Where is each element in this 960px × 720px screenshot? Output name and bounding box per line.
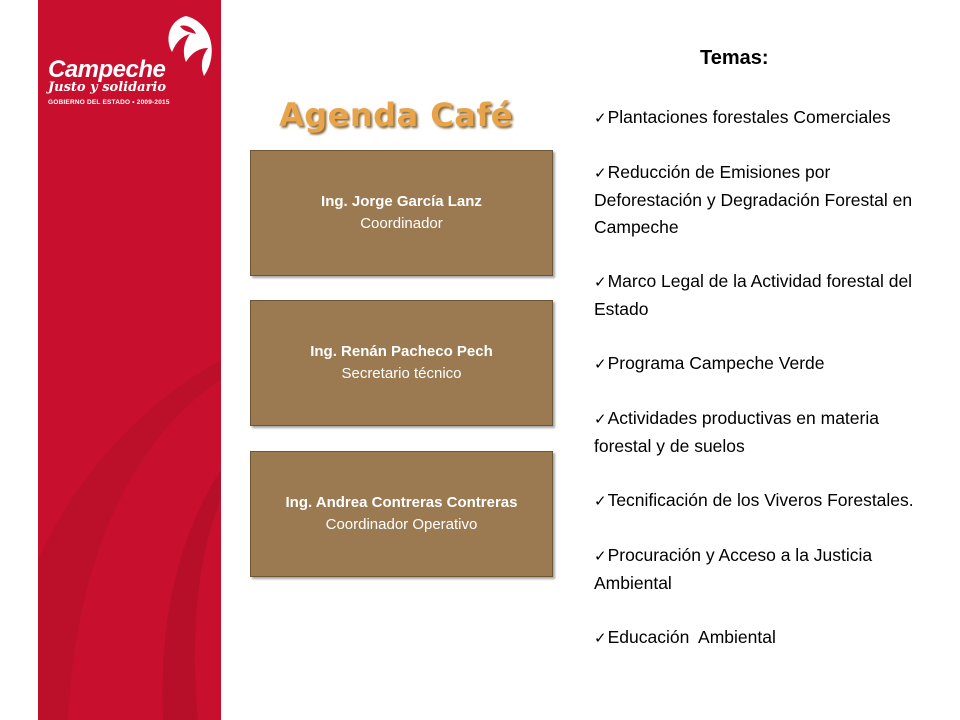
team-card-secretary <box>250 300 553 426</box>
logo-name: Campeche <box>48 56 166 83</box>
logo-slogan: Justo y solidario <box>48 80 167 95</box>
topic-item: ✓Plantaciones forestales Comerciales <box>594 107 891 127</box>
topic-item: ✓Marco Legal de la Actividad forestal del Estado <box>594 271 913 319</box>
checkmark-icon: ✓ <box>594 110 607 127</box>
campeche-logo <box>38 0 221 130</box>
checkmark-icon: ✓ <box>594 274 607 291</box>
checkmark-icon: ✓ <box>594 165 607 182</box>
topic-item: ✓Educación Ambiental <box>594 627 776 647</box>
team-card-coordinator <box>250 150 553 276</box>
checkmark-icon: ✓ <box>594 630 607 647</box>
checkmark-icon: ✓ <box>594 411 607 428</box>
team-card-operations <box>250 451 553 577</box>
checkmark-icon: ✓ <box>594 356 607 373</box>
logo-government: GOBIERNO DEL ESTADO • 2009-2015 <box>48 99 170 106</box>
checkmark-icon: ✓ <box>594 493 607 510</box>
team-member-role: Secretario técnico <box>341 365 462 382</box>
topic-item: ✓Actividades productivas en materia forestal y de suelos <box>594 408 879 456</box>
team-member-role: Coordinador Operativo <box>325 516 478 533</box>
checkmark-icon: ✓ <box>594 548 607 565</box>
topics-list <box>594 104 934 679</box>
topic-item: ✓Programa Campeche Verde <box>594 353 825 373</box>
team-member-role: Coordinador <box>360 215 443 232</box>
topic-item: ✓Procuración y Acceso a la Justicia Ambiental <box>594 545 873 593</box>
page-title: Agenda Café <box>279 96 513 134</box>
team-member-name: Ing. Jorge García Lanz <box>321 193 482 210</box>
topic-item: ✓Reducción de Emisiones por Deforestación y Degradación Forestal en Campeche <box>594 162 913 237</box>
team-member-name: Ing. Andrea Contreras Contreras <box>285 494 518 511</box>
team-member-name: Ing. Renán Pacheco Pech <box>310 343 493 360</box>
brand-sidebar <box>38 0 221 720</box>
topic-item: ✓Tecnificación de los Viveros Forestales. <box>594 490 914 510</box>
topics-heading: Temas: <box>700 47 769 69</box>
